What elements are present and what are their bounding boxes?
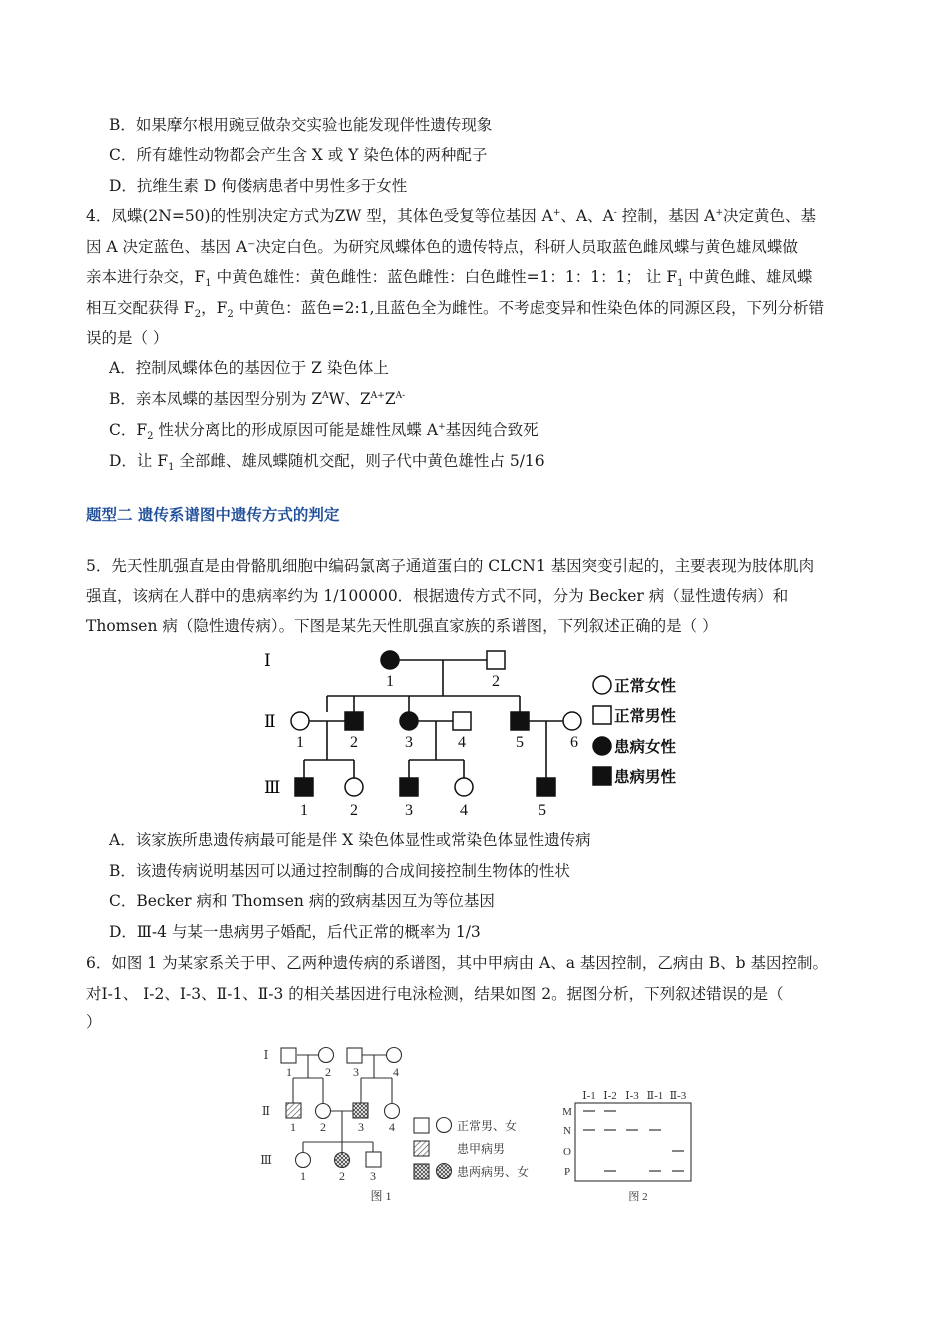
svg-text:1: 1	[290, 1120, 296, 1134]
svg-text:1: 1	[286, 1065, 292, 1079]
q4-line-1: 4．凤蝶(2N=50)的性别决定方式为ZW 型，其体色受复等位基因 A+、A、A- 控制，基因 A+决定黄色、基	[86, 207, 816, 225]
ped-II-2-affected-male	[345, 712, 363, 730]
ped-num: 5	[516, 734, 524, 751]
q4-option-b: B．亲本凤蝶的基因型分别为 $Z^AW$、$Z^{A+}Z^{A-}$	[109, 390, 406, 408]
legend-affected-female-icon	[593, 737, 611, 755]
fig1-legend-jia: 患甲病男	[457, 1142, 506, 1156]
legend-affected-male-icon	[593, 767, 611, 785]
fig1-gen-label: Ⅱ	[261, 1104, 271, 1118]
ped-num: 5	[538, 802, 546, 819]
fig2-gel-box	[575, 1103, 691, 1181]
ped-II-5-affected-male	[511, 712, 529, 730]
legend-affected-female: 患病女性	[614, 738, 677, 756]
fig2-col: Ⅰ-1	[582, 1090, 596, 1102]
q5-pedigree-figure	[255, 645, 705, 825]
ped-num: 1	[386, 673, 394, 690]
svg-text:2: 2	[325, 1065, 331, 1079]
fig1-II-4	[385, 1104, 400, 1119]
fig1-gen-label: Ⅲ	[260, 1153, 272, 1167]
fig1-I-4	[387, 1048, 402, 1063]
svg-text:2: 2	[339, 1169, 345, 1183]
ped-num: 2	[350, 734, 358, 751]
fig2-caption: 图 2	[628, 1191, 648, 1203]
ped-gen-label-3: Ⅲ	[264, 778, 281, 797]
fig1-caption: 图 1	[370, 1189, 392, 1203]
ped-I-2-normal-male	[487, 651, 505, 669]
q4-option-c: C．$F_2$ 性状分离比的形成原因可能是雄性凤蝶 A+基因纯合致死	[109, 421, 539, 443]
fig1-I-1	[281, 1048, 296, 1063]
q4-line-3: 亲本进行杂交，$F_1$ 中黄色雄性：黄色雌性：蓝色雌性：白色雌性=1：1：1：1； 让 $F_1$ 中黄色雌、雄凤蝶	[86, 268, 813, 290]
svg-text:3: 3	[370, 1169, 376, 1183]
fig1-III-3	[366, 1152, 381, 1167]
fig1-II-3	[353, 1103, 368, 1118]
ped-III-4-normal-female	[455, 778, 473, 796]
q5-line-3: Thomsen 病（隐性遗传病）。下图是某先天性肌强直家族的系谱图，下列叙述正确的是（ ）	[86, 617, 718, 635]
q3-option-c: C．所有雄性动物都会产生含 X 或 Y 染色体的两种配子	[109, 146, 488, 164]
svg-text:3: 3	[353, 1065, 359, 1079]
legend-normal-female: 正常女性	[614, 677, 677, 695]
q4-line-4: 相互交配获得 $F_2$，$F_2$ 中黄色：蓝色=2:1,且蓝色全为雌性。不考虑变异和性染色体的同源区段，下列分析错	[86, 299, 824, 321]
q5-line-2: 强直，该病在人群中的患病率约为 1/100000．根据遗传方式不同，分为 Becker 病（显性遗传病）和	[86, 587, 789, 605]
ped-II-6-normal-female	[563, 712, 581, 730]
ped-III-5-affected-male	[537, 778, 555, 796]
ped-num: 1	[300, 802, 308, 819]
fig2-col: Ⅱ-1	[646, 1090, 664, 1102]
ped-III-3-affected-male	[400, 778, 418, 796]
ped-num: 4	[458, 734, 466, 751]
q5-option-d: D．Ⅲ-4 与某一患病男子婚配，后代正常的概率为 1/3	[109, 923, 481, 941]
fig1-legend-normal: 正常男、女	[457, 1119, 518, 1133]
ped-II-4-normal-male	[453, 712, 471, 730]
ped-num: 6	[570, 734, 578, 751]
ped-II-1-normal-female	[291, 712, 309, 730]
ped-gen-label-1: Ⅰ	[264, 651, 271, 670]
q3-option-d: D．抗维生素 D 佝偻病患者中男性多于女性	[109, 177, 408, 195]
q6-figures	[255, 1040, 705, 1210]
q5-option-a: A．该家族所患遗传病最可能是伴 X 染色体显性或常染色体显性遗传病	[109, 831, 591, 849]
ped-num: 4	[460, 802, 468, 819]
fig1-III-2	[335, 1153, 350, 1168]
svg-text:1: 1	[300, 1169, 306, 1183]
fig1-I-3	[347, 1048, 362, 1063]
fig1-gen-label: Ⅰ	[263, 1048, 269, 1062]
section-title: 题型二 遗传系谱图中遗传方式的判定	[86, 506, 340, 524]
ped-num: 2	[492, 673, 500, 690]
q6-line-2: 对Ⅰ-1、 Ⅰ-2、Ⅰ-3、Ⅱ-1、Ⅱ-3 的相关基因进行电泳检测，结果如图 2。据图分析，下列叙述错误的是（	[86, 985, 784, 1003]
svg-text:4: 4	[389, 1120, 395, 1134]
ped-num: 3	[405, 734, 413, 751]
ped-num: 3	[405, 802, 413, 819]
fig1-legend-both: 患两病男、女	[457, 1165, 530, 1179]
ped-gen-label-2: Ⅱ	[264, 712, 276, 731]
ped-II-3-affected-female	[400, 712, 418, 730]
fig2-row: P	[563, 1166, 571, 1178]
q4-option-a: A．控制凤蝶体色的基因位于 Z 染色体上	[109, 359, 389, 377]
fig2-col: Ⅱ-3	[669, 1090, 687, 1102]
legend-normal-male-icon	[593, 706, 611, 724]
fig1-II-1	[286, 1103, 301, 1118]
q5-line-1: 5．先天性肌强直是由骨骼肌细胞中编码氯离子通道蛋白的 CLCN1 基因突变引起的，主要表现为肢体肌肉	[86, 557, 815, 575]
ped-III-1-affected-male	[295, 778, 313, 796]
q5-option-c: C．Becker 病和 Thomsen 病的致病基因互为等位基因	[109, 892, 495, 910]
q3-option-b: B．如果摩尔根用豌豆做杂交实验也能发现伴性遗传现象	[109, 116, 493, 134]
svg-text:3: 3	[358, 1120, 364, 1134]
fig2-col: Ⅰ-2	[603, 1090, 617, 1102]
legend-normal-male: 正常男性	[614, 707, 677, 725]
fig1-I-2	[319, 1048, 334, 1063]
ped-I-1-affected-female	[381, 651, 399, 669]
fig1-III-1	[296, 1153, 311, 1168]
q4-option-d: D．让 $F_1$ 全部雌、雄凤蝶随机交配，则子代中黄色雄性占 5/16	[109, 452, 545, 474]
legend-affected-male: 患病男性	[614, 768, 677, 786]
q4-line-5: 误的是（ ）	[86, 329, 169, 347]
fig2-row: M	[562, 1106, 572, 1118]
q5-option-b: B．该遗传病说明基因可以通过控制酶的合成间接控制生物体的性状	[109, 862, 570, 880]
ped-num: 2	[350, 802, 358, 819]
fig2-col: Ⅰ-3	[625, 1090, 639, 1102]
ped-III-2-normal-female	[345, 778, 363, 796]
fig1-II-2	[316, 1104, 331, 1119]
q6-line-3: ）	[86, 1013, 102, 1031]
fig2-row: O	[563, 1146, 571, 1158]
q4-line-2: 因 A 决定蓝色、基因 A⁻决定白色。为研究凤蝶体色的遗传特点，科研人员取蓝色雌凤蝶与黄色雄凤蝶做	[86, 238, 798, 256]
svg-text:2: 2	[320, 1120, 326, 1134]
q6-line-1: 6．如图 1 为某家系关于甲、乙两种遗传病的系谱图，其中甲病由 A、a 基因控制，乙病由 B、b 基因控制。	[86, 954, 829, 972]
ped-num: 1	[296, 734, 304, 751]
legend-normal-female-icon	[593, 676, 611, 694]
fig2-row: N	[563, 1125, 571, 1137]
svg-text:4: 4	[393, 1065, 399, 1079]
